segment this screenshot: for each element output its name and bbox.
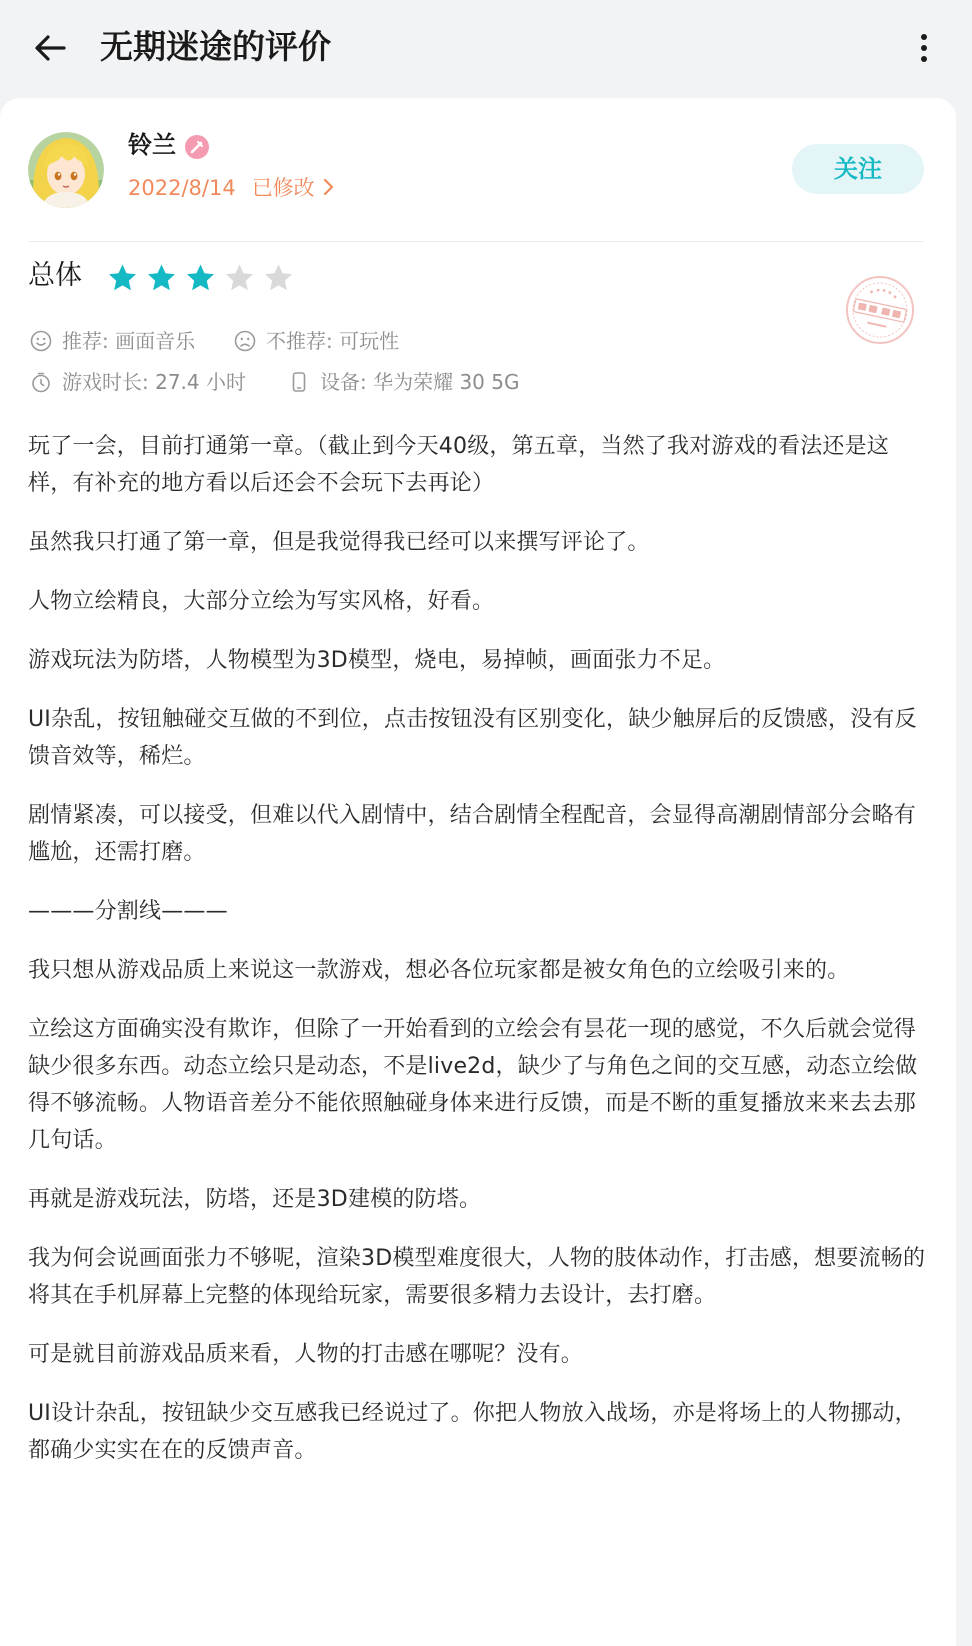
top-bar: [0, 0, 972, 96]
review-paragraph: 立绘这方面确实没有欺诈，但除了一开始看到的立绘会有昙花一现的感觉，不久后就会觉得缺少很多东西。动态立绘只是动态，不是live2d，缺少了与角色之间的交互感，动态立绘做得不够流畅。人物语音差分不能依照触碰身体来进行反馈，而是不断的重复播放来来去去那几句话。: [28, 1017, 918, 1153]
timer-icon: [30, 371, 52, 393]
follow-button[interactable]: 关注: [792, 144, 924, 194]
chevron-right-icon: [321, 177, 335, 197]
phone-icon: [288, 371, 310, 393]
recommend-tag: [30, 324, 234, 358]
review-paragraph: 虽然我只打通了第一章，但是我觉得我已经可以来撰写评论了。: [28, 530, 650, 555]
star-filled-icon: [184, 262, 217, 295]
review-date: 2022/8/14: [128, 176, 236, 200]
play-time-tag: [30, 365, 288, 399]
device-text: 设备: 华为荣耀 30 5G: [320, 370, 520, 394]
overall-rating-label: 总体: [28, 260, 82, 291]
verified-badge-icon: [184, 134, 210, 160]
more-vertical-icon[interactable]: [908, 28, 940, 68]
review-paragraph: 剧情紧凑，可以接受，但难以代入剧情中，结合剧情全程配音，会显得高潮剧情部分会略有尴尬，还需打磨。: [28, 803, 917, 865]
device-row: [30, 365, 519, 399]
play-time-text: 游戏时长: 27.4 小时: [62, 370, 246, 394]
review-paragraph: 我为何会说画面张力不够呢，渲染3D模型难度很大，人物的肢体动作，打击感，想要流畅的将其在手机屏幕上完整的体现给玩家，需要很多精力去设计，去打磨。: [28, 1246, 926, 1308]
divider: [28, 241, 924, 242]
not-recommend-tag: [234, 324, 399, 358]
review-card: [0, 98, 956, 1646]
edited-link[interactable]: [252, 176, 335, 200]
review-paragraph: UI杂乱，按钮触碰交互做的不到位，点击按钮没有区别变化，缺少触屏后的反馈感，没有反馈音效等，稀烂。: [28, 707, 917, 769]
review-paragraph: 再就是游戏玩法，防塔，还是3D建模的防塔。: [28, 1187, 482, 1212]
frown-icon: [234, 330, 256, 352]
star-empty-icon: [262, 262, 295, 295]
edited-label: 已修改: [251, 176, 315, 200]
avatar[interactable]: [28, 132, 104, 208]
review-paragraph: 玩了一会，目前打通第一章。（截止到今天40级，第五章，当然了我对游戏的看法还是这样，有补充的地方看以后还会不会玩下去再论）: [28, 434, 889, 496]
review-divider-text: ———分割线———: [28, 899, 228, 924]
smile-icon: [30, 330, 52, 352]
review-body: [28, 428, 928, 1491]
page-title: 无期迷途的评价: [100, 27, 331, 66]
review-paragraph: 人物立绘精良，大部分立绘为写实风格，好看。: [28, 589, 495, 614]
author-name[interactable]: 铃兰: [128, 131, 176, 159]
not-recommend-text: 不推荐: 可玩性: [266, 329, 400, 353]
recommend-text: 推荐: 画面音乐: [62, 329, 196, 353]
review-stamp-icon: [842, 272, 918, 348]
recommend-row: [30, 324, 399, 358]
star-rating: [106, 262, 295, 296]
review-meta: [128, 173, 335, 203]
review-paragraph: UI设计杂乱，按钮缺少交互感我已经说过了。你把人物放入战场，亦是将场上的人物挪动，都确少实实在在的反馈声音。: [28, 1401, 917, 1463]
review-paragraph: 游戏玩法为防塔，人物模型为3D模型，烧电，易掉帧，画面张力不足。: [28, 648, 726, 673]
device-tag: [288, 365, 519, 399]
review-paragraph: 可是就目前游戏品质来看，人物的打击感在哪呢？没有。: [28, 1342, 584, 1367]
star-empty-icon: [223, 262, 256, 295]
arrow-left-icon[interactable]: [30, 28, 70, 68]
star-filled-icon: [145, 262, 178, 295]
star-filled-icon: [106, 262, 139, 295]
review-paragraph: 我只想从游戏品质上来说这一款游戏，想必各位玩家都是被女角色的立绘吸引来的。: [28, 958, 850, 983]
